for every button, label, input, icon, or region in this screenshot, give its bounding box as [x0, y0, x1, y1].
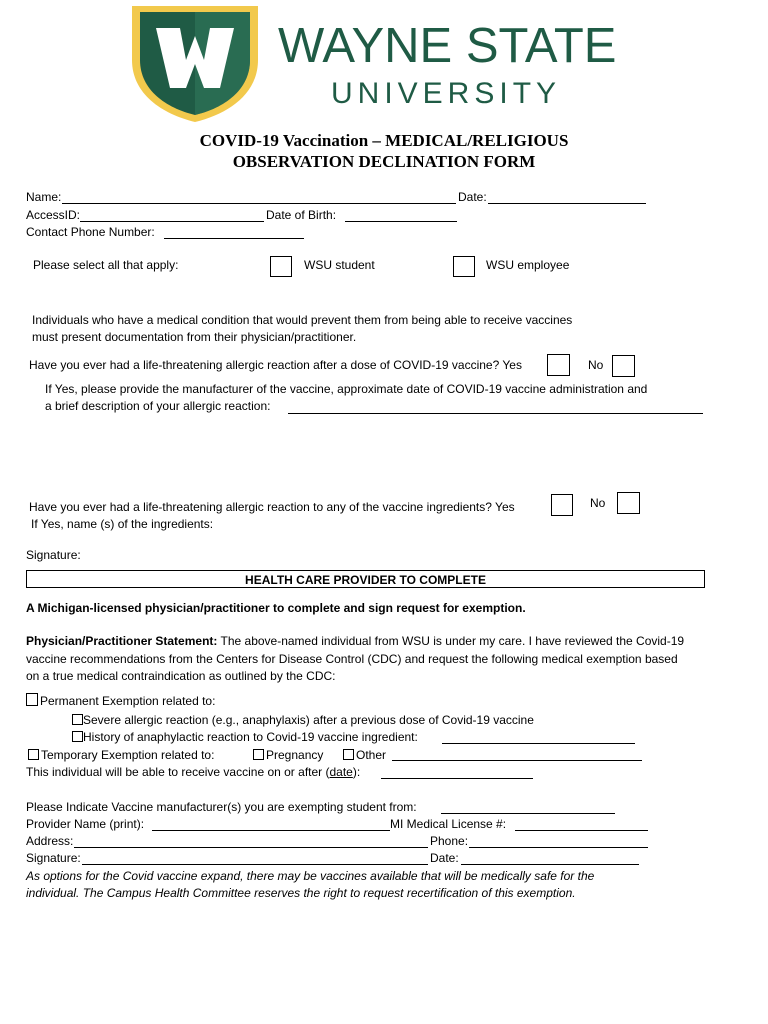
history-label: History of anaphylactic reaction to Covid-19 vaccine ingredient: — [83, 730, 418, 744]
q2-text: Have you ever had a life-threatening allergic reaction to any of the vaccine ingredients? Yes — [29, 500, 515, 514]
severe-allergy-row — [72, 713, 534, 727]
dob-field[interactable] — [345, 221, 457, 222]
temporary-exemption-label: Temporary Exemption related to: — [41, 748, 215, 762]
provider-date-label: Date: — [430, 851, 459, 865]
q1-yes-checkbox[interactable] — [547, 354, 570, 376]
statement-line3: on a true medical contraindication as outlined by the CDC: — [26, 669, 336, 683]
statement-lead: Physician/Practitioner Statement: — [26, 634, 218, 648]
form-title-line2: OBSERVATION DECLINATION FORM — [232, 152, 536, 171]
provider-header-text: HEALTH CARE PROVIDER TO COMPLETE — [245, 573, 486, 587]
logo-line1: WAYNE STATE — [278, 19, 617, 73]
footer-line2: individual. The Campus Health Committee reserves the right to request recertification of this exemption. — [26, 886, 576, 900]
pregnancy-checkbox[interactable] — [253, 749, 264, 760]
provider-name-field[interactable] — [152, 830, 390, 831]
eligible-date-post: ): — [352, 765, 361, 779]
provider-date-field[interactable] — [461, 864, 639, 865]
provider-signature-field[interactable] — [82, 864, 428, 865]
address-field[interactable] — [74, 847, 428, 848]
q1-followup-line1: If Yes, please provide the manufacturer of the vaccine, approximate date of COVID-19 vaccine administration and — [45, 382, 648, 396]
address-label: Address: — [26, 834, 74, 848]
provider-header-box — [26, 570, 705, 588]
signature-label: Signature: — [26, 548, 81, 562]
eligible-date-row — [26, 765, 360, 779]
pregnancy-label: Pregnancy — [266, 748, 324, 762]
license-field[interactable] — [515, 830, 648, 831]
temporary-exemption-checkbox[interactable] — [28, 749, 39, 760]
history-checkbox[interactable] — [72, 731, 83, 742]
dob-label: Date of Birth: — [266, 208, 337, 222]
other-field[interactable] — [392, 760, 642, 761]
statement-line2: vaccine recommendations from the Centers for Disease Control (CDC) and request the following medical exemption based — [26, 652, 678, 666]
eligible-date-field[interactable] — [381, 778, 533, 779]
q1-no-checkbox[interactable] — [612, 355, 635, 377]
medical-note-line1: Individuals who have a medical condition that would prevent them from being able to receive vaccines — [32, 313, 573, 327]
accessid-label: AccessID: — [26, 208, 81, 222]
q2-followup: If Yes, name (s) of the ingredients: — [31, 517, 214, 531]
other-label: Other — [356, 748, 387, 762]
temporary-exemption-row — [28, 748, 214, 762]
q2-no-label: No — [590, 496, 606, 510]
other-checkbox[interactable] — [343, 749, 354, 760]
license-label: MI Medical License #: — [390, 817, 507, 831]
date-field[interactable] — [488, 203, 646, 204]
logo-line2: UNIVERSITY — [331, 77, 562, 110]
date-label: Date: — [458, 190, 487, 204]
severe-allergy-checkbox[interactable] — [72, 714, 83, 725]
licensed-note: A Michigan-licensed physician/practitioner to complete and sign request for exemption. — [26, 601, 526, 615]
phone-label: Contact Phone Number: — [26, 225, 155, 239]
q2-no-checkbox[interactable] — [617, 492, 640, 514]
phone-field[interactable] — [164, 238, 304, 239]
eligible-date-pre: This individual will be able to receive vaccine on or after ( — [26, 765, 330, 779]
q1-text: Have you ever had a life-threatening allergic reaction after a dose of COVID-19 vaccine? Yes — [29, 358, 522, 372]
q1-no-label: No — [588, 358, 604, 372]
footer-line1: As options for the Covid vaccine expand, there may be vaccines available that will be medically safe for the — [26, 869, 595, 883]
wsu-shield-icon — [128, 2, 262, 124]
wsu-employee-label: WSU employee — [486, 258, 570, 272]
form-title-line1: COVID-19 Vaccination – MEDICAL/RELIGIOUS — [199, 131, 569, 150]
accessid-field[interactable] — [80, 221, 264, 222]
statement-line1 — [26, 634, 684, 648]
manufacturer-label: Please Indicate Vaccine manufacturer(s) you are exempting student from: — [26, 800, 417, 814]
provider-phone-field[interactable] — [469, 847, 648, 848]
q1-followup-line2: a brief description of your allergic reaction: — [45, 399, 271, 413]
statement-line1-text: The above-named individual from WSU is under my care. I have reviewed the Covid-19 — [217, 634, 685, 648]
manufacturer-field[interactable] — [441, 813, 615, 814]
permanent-exemption-row — [26, 693, 215, 708]
severe-allergy-label: Severe allergic reaction (e.g., anaphylaxis) after a previous dose of Covid-19 vaccine — [83, 713, 534, 727]
permanent-exemption-label: Permanent Exemption related to: — [40, 694, 216, 708]
wsu-employee-checkbox[interactable] — [453, 256, 475, 277]
q1-description-field[interactable] — [288, 413, 703, 414]
q2-yes-checkbox[interactable] — [551, 494, 573, 516]
provider-phone-label: Phone: — [430, 834, 469, 848]
medical-note-line2: must present documentation from their physician/practitioner. — [32, 330, 357, 344]
wsu-student-checkbox[interactable] — [270, 256, 292, 277]
name-field[interactable] — [62, 203, 456, 204]
name-label: Name: — [26, 190, 62, 204]
provider-signature-label: Signature: — [26, 851, 81, 865]
history-ingredient-field[interactable] — [442, 743, 635, 744]
history-row — [72, 730, 418, 744]
eligible-date-word: date — [329, 765, 353, 779]
pregnancy-row — [253, 748, 323, 762]
permanent-exemption-checkbox[interactable] — [26, 693, 38, 706]
select-prompt: Please select all that apply: — [33, 258, 179, 272]
wsu-student-label: WSU student — [304, 258, 375, 272]
other-row — [343, 748, 386, 762]
provider-name-label: Provider Name (print): — [26, 817, 145, 831]
